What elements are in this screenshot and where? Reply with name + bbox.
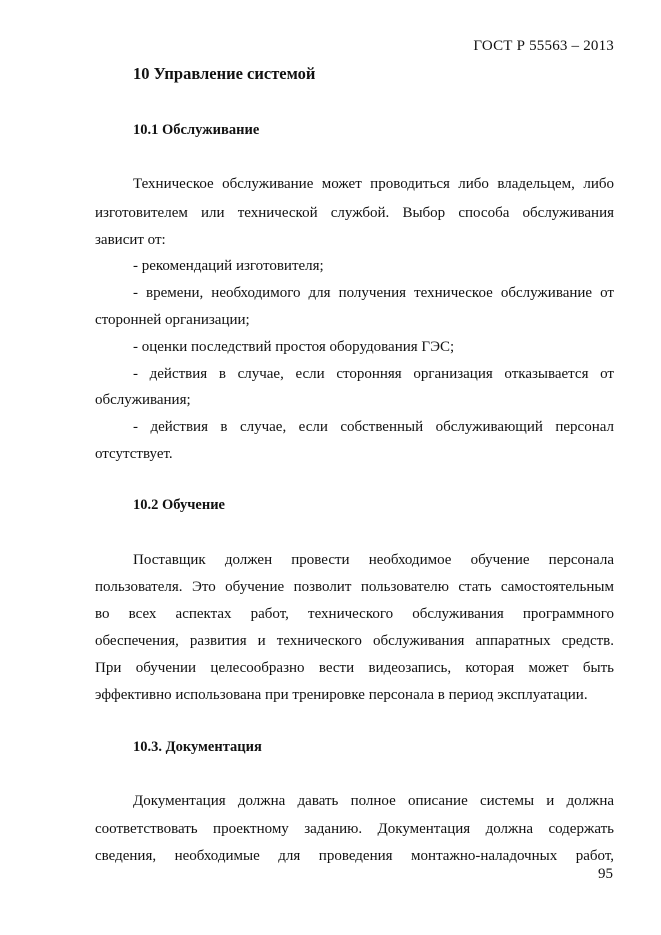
paragraph-line: соответствовать проектному заданию. Документация должна содержать	[95, 821, 614, 837]
list-item-continuation: сторонней организации;	[95, 312, 250, 328]
document-code: ГОСТ Р 55563 – 2013	[473, 38, 614, 54]
paragraph-line: во всех аспектах работ, технического обслуживания программного	[95, 606, 614, 622]
list-item: - времени, необходимого для получения техническое обслуживание от	[133, 285, 614, 301]
subsection-title-maintenance: 10.1 Обслуживание	[133, 122, 260, 138]
list-item-continuation: обслуживания;	[95, 392, 191, 408]
paragraph-line: эффективно использована при тренировке персонала в период эксплуатации.	[95, 687, 588, 703]
list-item: - оценки последствий простоя оборудования ГЭС;	[133, 339, 455, 355]
list-item-continuation: отсутствует.	[95, 446, 173, 462]
page-number: 95	[598, 866, 613, 882]
paragraph-line: Документация должна давать полное описание системы и должна	[133, 793, 614, 809]
section-title: 10 Управление системой	[133, 64, 316, 83]
subsection-title-documentation: 10.3. Документация	[133, 739, 262, 755]
list-item: - рекомендаций изготовителя;	[133, 258, 324, 274]
paragraph-line: При обучении целесообразно вести видеозапись, которая может быть	[95, 660, 614, 676]
subsection-title-training: 10.2 Обучение	[133, 497, 225, 513]
paragraph-line: сведения, необходимые для проведения монтажно-наладочных работ,	[95, 848, 614, 864]
list-item: - действия в случае, если сторонняя организация отказывается от	[133, 366, 614, 382]
paragraph-line: изготовителем или технической службой. Выбор способа обслуживания	[95, 205, 614, 221]
paragraph-line: пользователя. Это обучение позволит пользователю стать самостоятельным	[95, 579, 614, 595]
paragraph-line: Техническое обслуживание может проводиться либо владельцем, либо	[133, 176, 614, 192]
paragraph-line: обеспечения, развития и технического обслуживания аппаратных средств.	[95, 633, 614, 649]
paragraph-line: Поставщик должен провести необходимое обучение персонала	[133, 552, 614, 568]
list-item: - действия в случае, если собственный обслуживающий персонал	[133, 419, 614, 435]
paragraph-line: зависит от:	[95, 232, 166, 248]
